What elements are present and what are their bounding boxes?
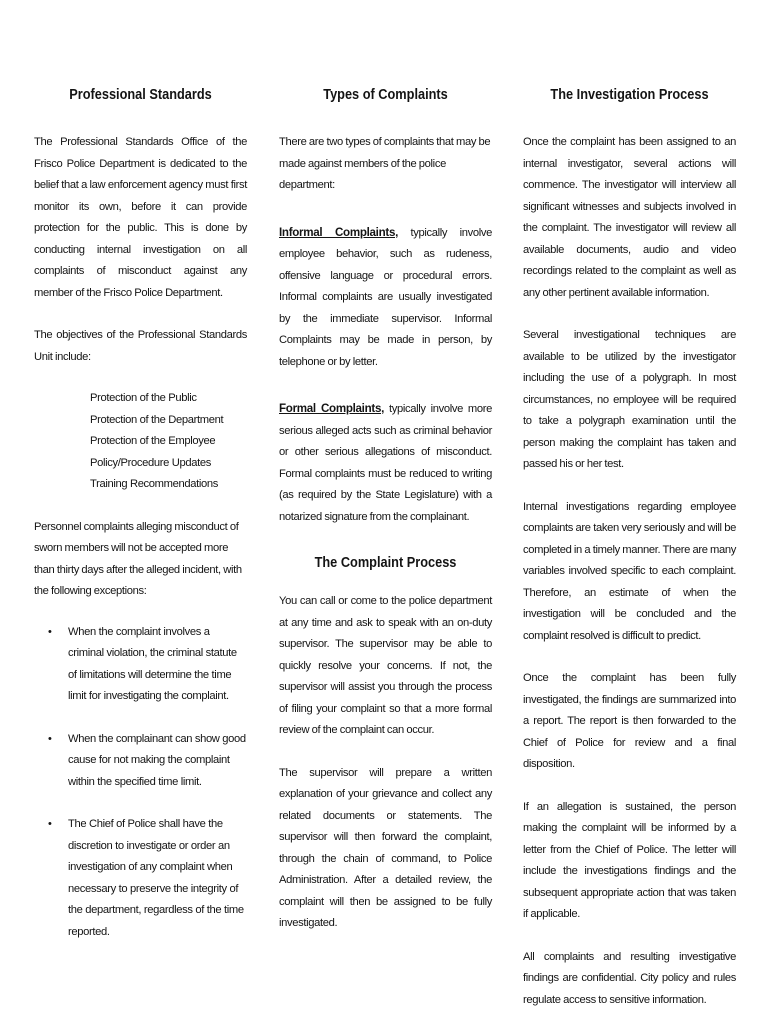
- formal-complaints-paragraph: [279, 398, 492, 528]
- types-of-complaints-heading: Types of Complaints: [323, 87, 448, 103]
- exceptions-list: [34, 622, 247, 944]
- investigation-process-paragraph: Internal investigations regarding employee complaints are taken very seriously and will be completed in a timely manner. There are many variables involved specific to each complaint. Therefore, an estimate of when the investigation will be concluded and the complaint resolved is difficult to predict.: [523, 500, 736, 642]
- exception-text: When the complaint involves a criminal violation, the criminal statute of limitations will determine the time limit for investigating the complaint.: [68, 625, 237, 702]
- objective-item: Protection of the Department: [90, 413, 224, 426]
- complaint-process-paragraph: You can call or come to the police department at any time and ask to speak with an on-duty supervisor. The supervisor may be able to quickly resolve your concerns. If not, the supervisor will assist you through the process of filing your complaint so that a more formal review of the complaint can occur.: [279, 595, 492, 736]
- informal-complaints-term: Informal Complaints,: [279, 225, 399, 239]
- professional-standards-column: [34, 84, 247, 964]
- investigation-process-paragraph: Once the complaint has been assigned to an internal investigator, several actions will commence. The investigator will interview all significant witnesses and subjects involved in the complaint. The investigator will review all available documents, audio and video recordings related to the complaint as well as any other pertinent available information.: [523, 136, 736, 299]
- exception-item: [34, 729, 247, 794]
- investigation-process-paragraph: All complaints and resulting investigative findings are confidential. City policy and rules regulate access to sensitive information.: [523, 950, 736, 1006]
- formal-complaints-text: typically involve more serious alleged acts such as criminal behavior or other serious allegations of misconduct. Formal complaints must be reduced to writing (as required by the State Legislature) with a notarized signature from the complainant.: [279, 403, 492, 523]
- investigation-process-paragraph: Several investigational techniques are available to be utilized by the investigator including the use of a polygraph. In most circumstances, no employee will be required to take a polygraph examination until the person making the complaint has taken and passed his or her test.: [523, 329, 736, 470]
- types-of-complaints-intro: There are two types of complaints that may be made against members of the police department:: [279, 136, 491, 191]
- exception-text: The Chief of Police shall have the discretion to investigate or order an investigation of any complaint when necessary to preserve the integrity of the department, regardless of the time reported.: [68, 818, 244, 938]
- complaint-process-paragraph: The supervisor will prepare a written explanation of your grievance and collect any related documents or statements. The supervisor will then forward the complaint, through the chain of command, to Police Administration. After a detailed review, the complaint will then be assigned to be fully investigated.: [279, 766, 492, 929]
- exception-item: [34, 622, 247, 708]
- investigation-process-heading: The Investigation Process: [550, 87, 709, 103]
- objective-item: Protection of the Public: [90, 392, 197, 404]
- objectives-intro: The objectives of the Professional Standards Unit include:: [34, 329, 247, 363]
- objective-item: Policy/Procedure Updates: [90, 456, 211, 469]
- investigation-process-paragraph: Once the complaint has been fully investigated, the findings are summarized into a report. The report is then forwarded to the Chief of Police for review and a final disposition.: [523, 672, 736, 770]
- professional-standards-heading: Professional Standards: [69, 87, 212, 103]
- types-of-complaints-column: [279, 84, 492, 935]
- informal-complaints-paragraph: [279, 222, 492, 374]
- bullet-icon: •: [48, 625, 52, 638]
- exceptions-intro: Personnel complaints alleging misconduct of sworn members will not be accepted more than thirty days after the alleged incident, with the following exceptions:: [34, 520, 242, 597]
- bullet-icon: •: [48, 732, 52, 745]
- investigation-process-column: [523, 84, 736, 1011]
- objective-item: Protection of the Employee: [90, 435, 216, 447]
- complaint-process-heading: The Complaint Process: [314, 555, 457, 571]
- bullet-icon: •: [48, 818, 52, 830]
- investigation-process-paragraph: If an allegation is sustained, the person making the complaint will be informed by a letter from the Chief of Police. The letter will include the investigations findings and the subsequent appropriate action that was taken if applicable.: [523, 800, 736, 920]
- exception-text: When the complainant can show good cause for not making the complaint within the specified time limit.: [68, 732, 246, 788]
- informal-complaints-text: typically involve employee behavior, such as rudeness, offensive language or procedural errors. Informal complaints are usually investigated by the immediate supervisor. Informal Complaints may be made in person, by telephone or by letter.: [279, 226, 492, 368]
- professional-standards-intro: The Professional Standards Office of the Frisco Police Department is dedicated to the belief that a law enforcement agency must first monitor its own, before it can provide protection for the public. This is done by conducting internal investigation on all complaints of misconduct against any member of the Frisco Police Department.: [34, 136, 247, 299]
- formal-complaints-term: Formal Complaints,: [279, 402, 385, 415]
- exception-item: [34, 814, 247, 943]
- objective-item: Training Recommendations: [90, 478, 218, 490]
- objectives-list: [34, 388, 247, 496]
